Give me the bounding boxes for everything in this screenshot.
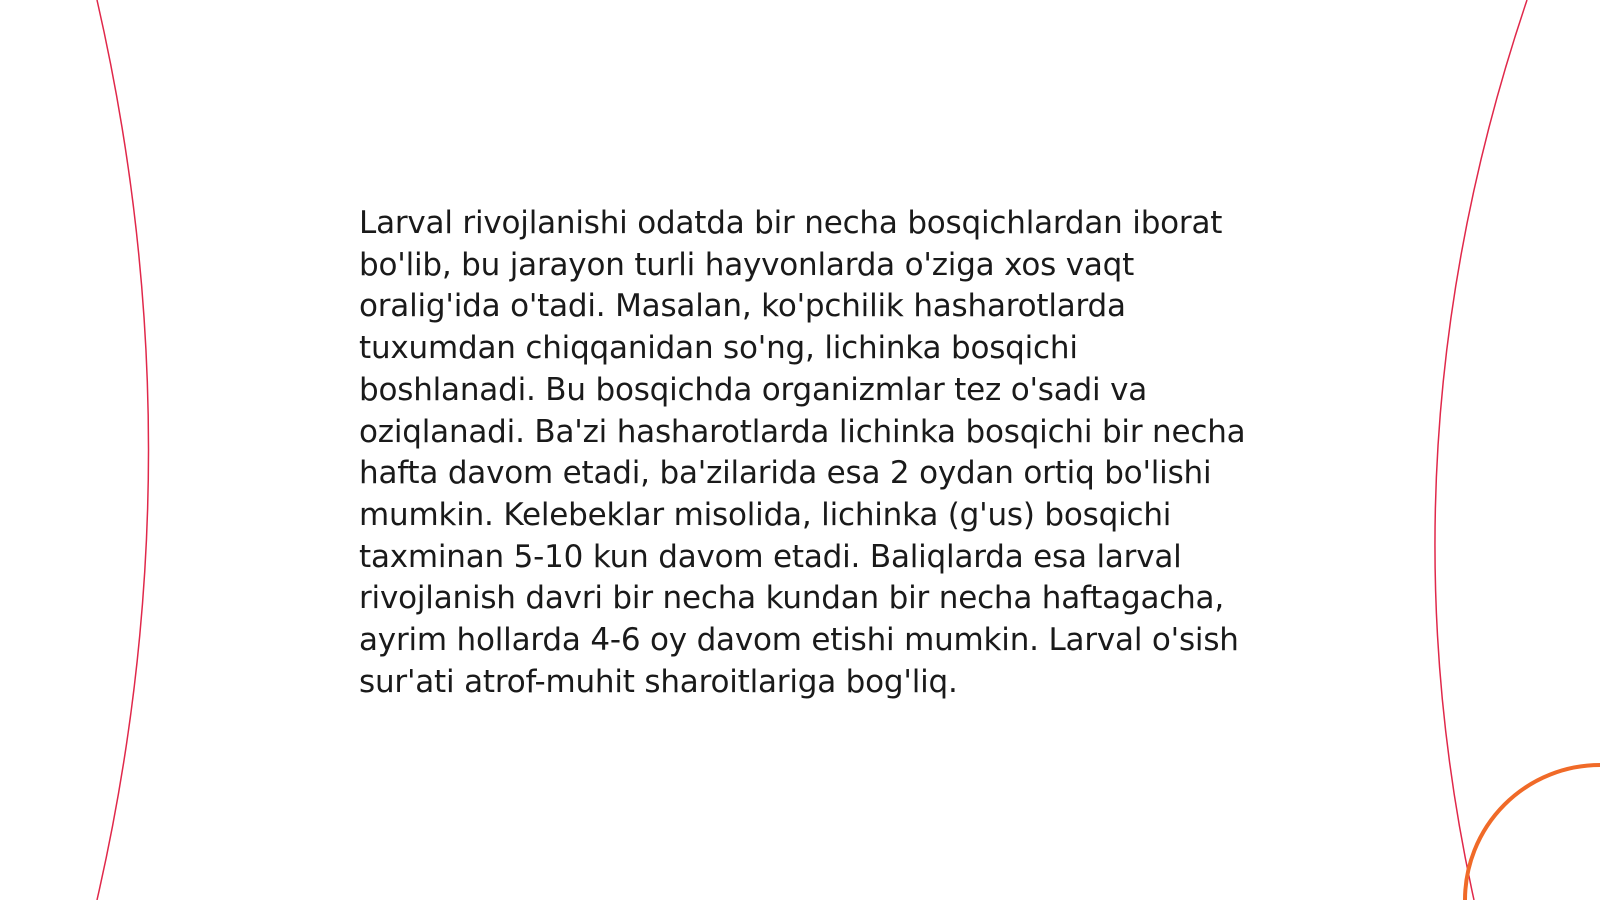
orange-circle-outline <box>1465 765 1600 900</box>
body-paragraph: Larval rivojlanishi odatda bir necha bosqichlardan iborat bo'lib, bu jarayon turli hayvonlarda o'ziga xos vaqt oralig'ida o'tadi. Masalan, ko'pchilik hasharotlarda tuxumdan chiqqanidan so'ng, lichinka bosqichi boshlanadi. Bu bosqichda organizmlar tez o'sadi va oziqlanadi. Ba'zi hasharotlarda lichinka bosqichi bir necha hafta davom etadi, ba'zilarida esa 2 oydan ortiq bo'lishi mumkin. Kelebeklar misolida, lichinka (g'us) bosqichi taxminan 5-10 kun davom etadi. Baliqlarda esa larval rivojlanish davri bir necha kundan bir necha haftagacha, ayrim hollarda 4-6 oy davom etishi mumkin. Larval o'sish sur'ati atrof-muhit sharoitlariga bog'liq. <box>359 205 1246 700</box>
right-arc-line <box>1435 0 1527 900</box>
left-arc-line <box>97 0 149 900</box>
